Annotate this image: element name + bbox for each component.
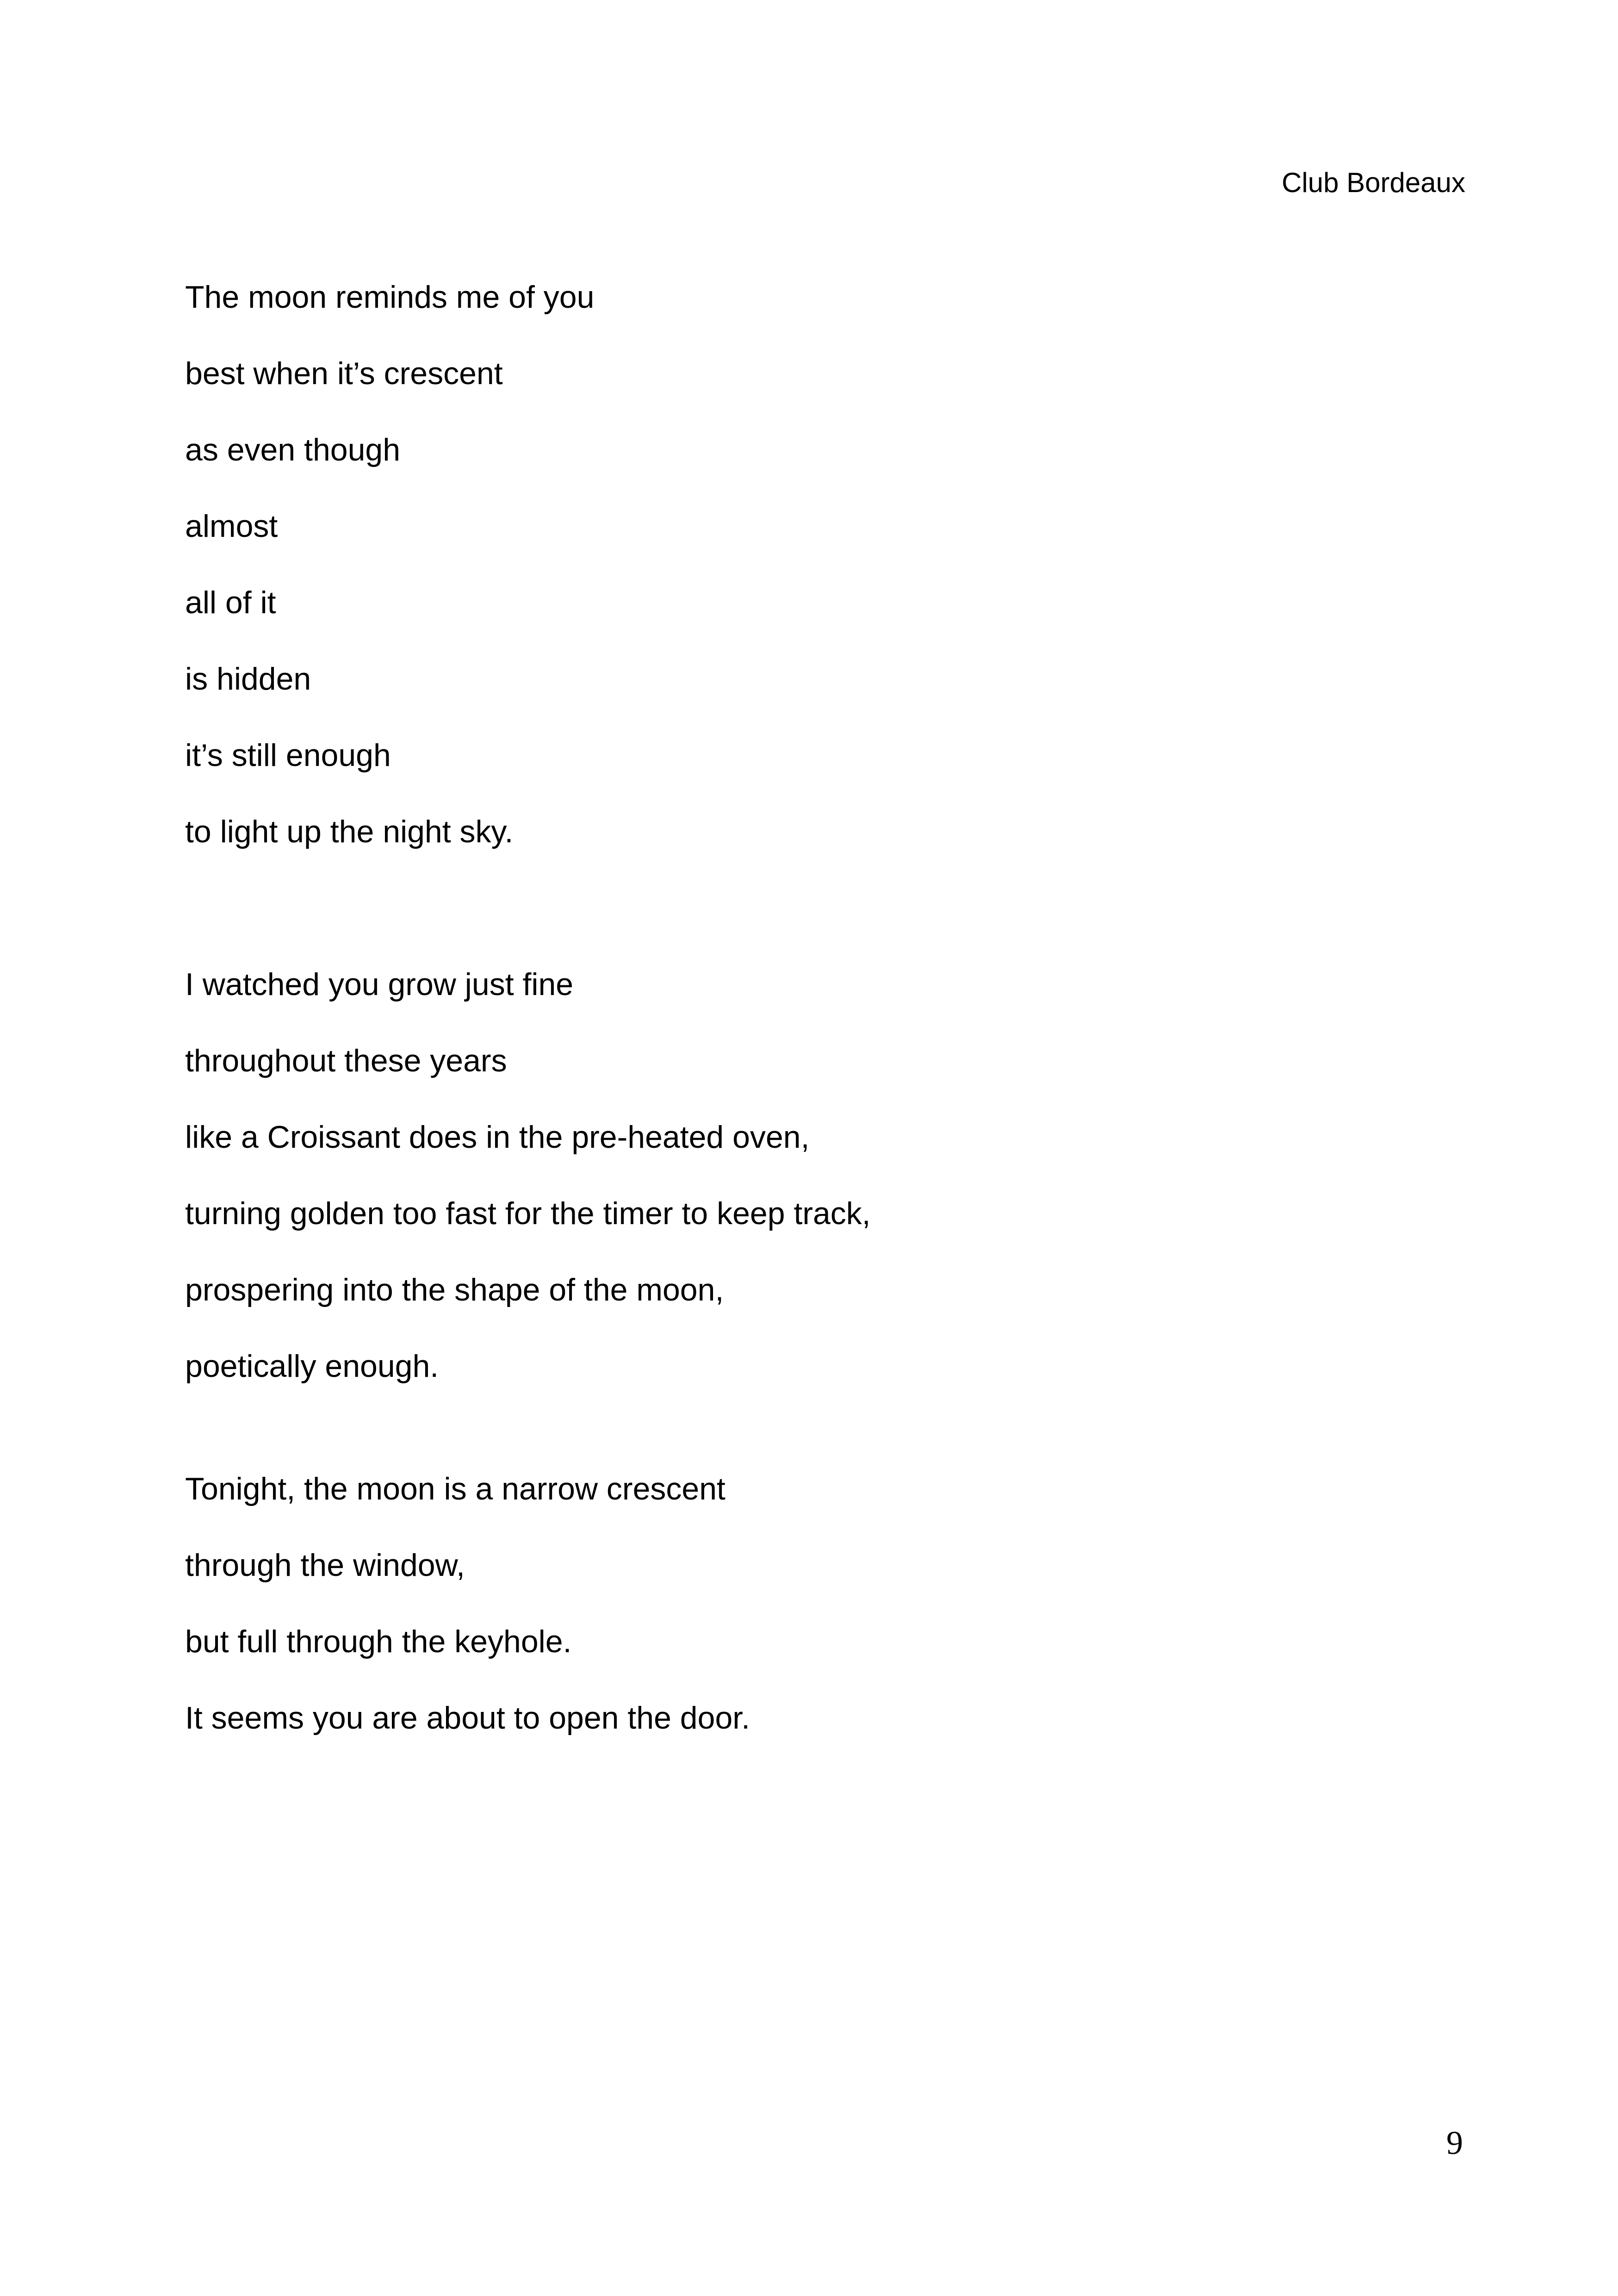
- poem-line: is hidden: [185, 661, 311, 697]
- poem-line: The moon reminds me of you: [185, 280, 595, 315]
- poem-line: turning golden too fast for the timer to keep track,: [185, 1196, 871, 1231]
- poem-line: It seems you are about to open the door.: [185, 1700, 750, 1736]
- poem-line: through the window,: [185, 1548, 465, 1583]
- poem-line: all of it: [185, 585, 276, 620]
- running-header: Club Bordeaux: [1282, 167, 1465, 198]
- poem-line: it’s still enough: [185, 738, 391, 773]
- poem-line: poetically enough.: [185, 1349, 439, 1384]
- poem-line: throughout these years: [185, 1043, 507, 1078]
- poem-line: I watched you grow just fine: [185, 967, 574, 1002]
- poem-line: best when it’s crescent: [185, 356, 503, 391]
- poem-line: to light up the night sky.: [185, 814, 514, 849]
- poem-line: almost: [185, 509, 278, 544]
- page-number: 9: [1446, 2124, 1463, 2161]
- poem-line: as even though: [185, 432, 401, 467]
- poem-line: like a Croissant does in the pre-heated oven,: [185, 1120, 810, 1155]
- poem-line: Tonight, the moon is a narrow crescent: [185, 1471, 725, 1506]
- poem-line: prospering into the shape of the moon,: [185, 1272, 724, 1307]
- poem-line: but full through the keyhole.: [185, 1624, 572, 1659]
